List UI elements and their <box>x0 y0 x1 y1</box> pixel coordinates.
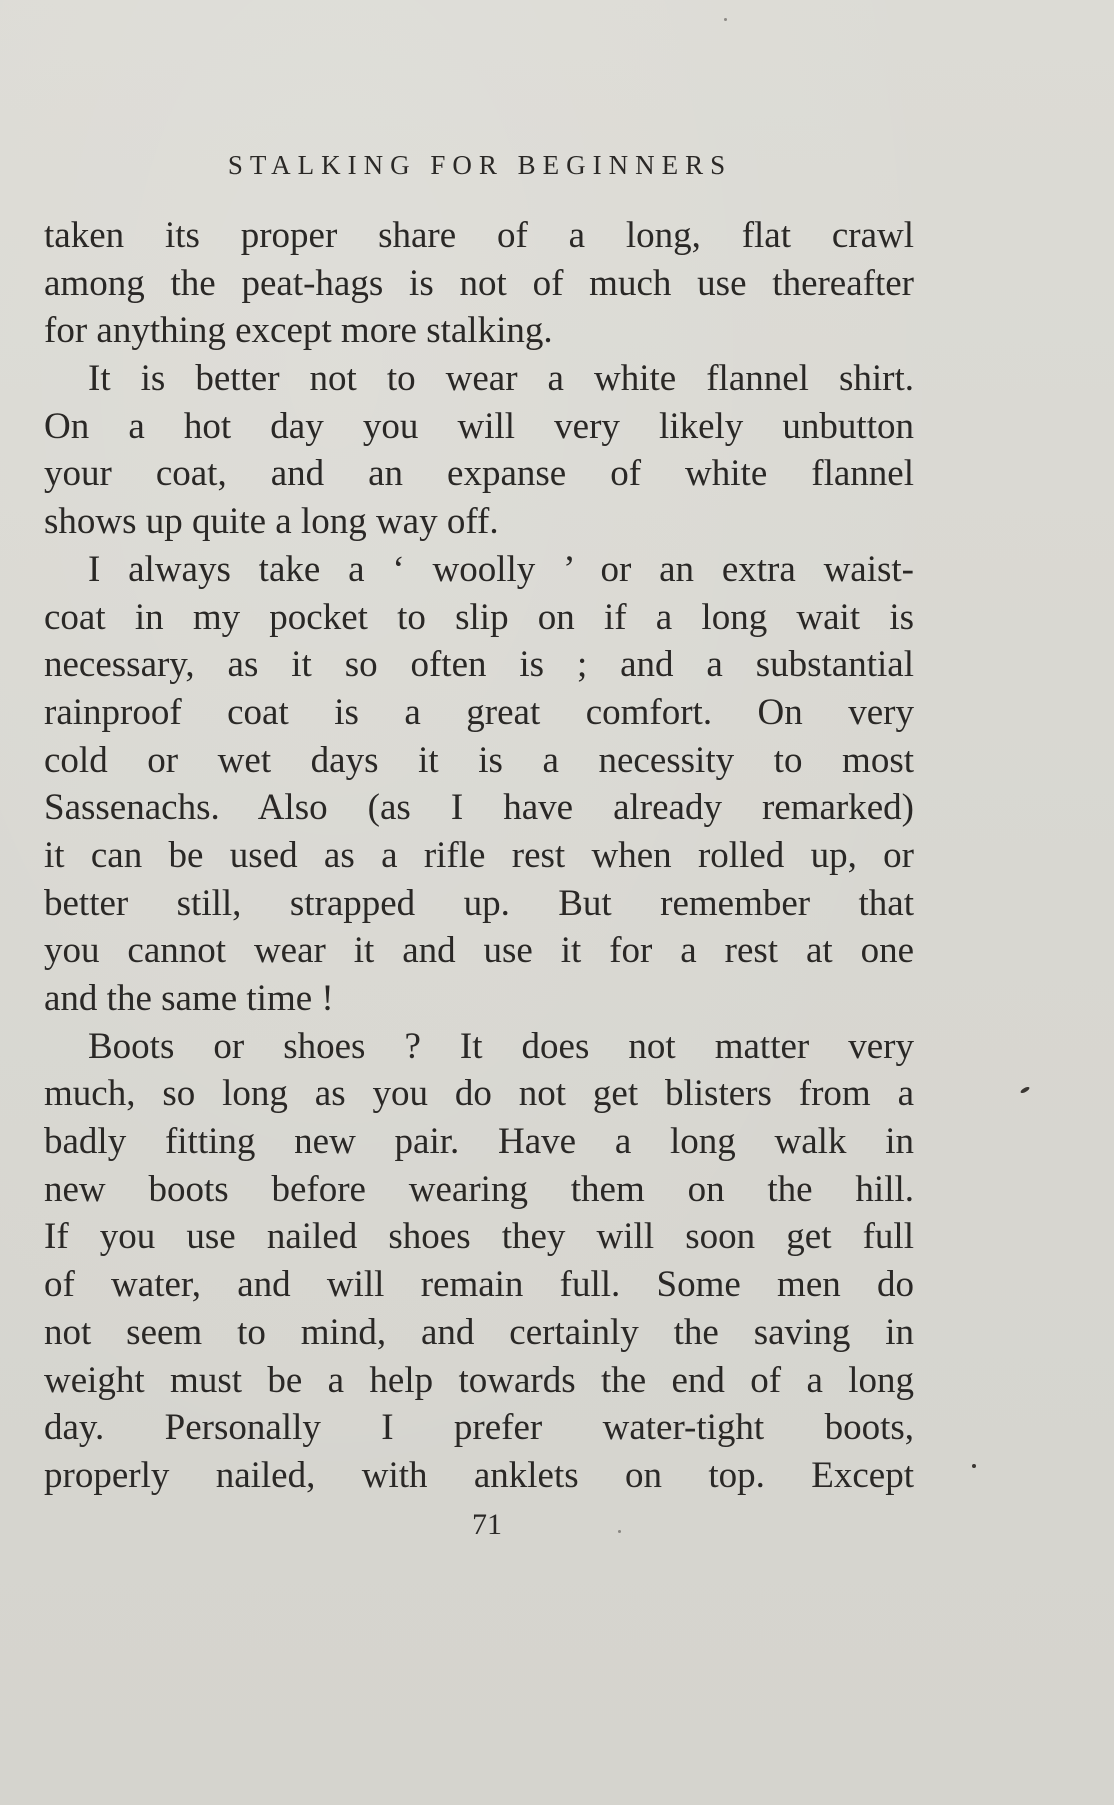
text-line: necessary, as it so often is ; and a substantial <box>44 644 914 686</box>
ink-speck <box>724 18 727 21</box>
ink-speck <box>618 1530 621 1533</box>
text-line: it can be used as a rifle rest when rolled up, or <box>44 834 914 876</box>
text-line: On a hot day you will very likely unbutton <box>44 405 914 447</box>
text-line: If you use nailed shoes they will soon get full <box>44 1216 914 1258</box>
running-head: STALKING FOR BEGINNERS <box>227 150 733 180</box>
text-line: coat in my pocket to slip on if a long wait is <box>44 596 914 638</box>
text-line: Sassenachs. Also (as I have already remarked) <box>44 787 914 829</box>
text-line: better still, strapped up. But remember that <box>44 882 914 924</box>
text-line: of water, and will remain full. Some men do <box>44 1264 914 1306</box>
text-line: badly fitting new pair. Have a long walk in <box>44 1121 914 1163</box>
text-line: and the same time ! <box>44 978 334 1019</box>
text-line: new boots before wearing them on the hill. <box>44 1168 914 1210</box>
text-line: for anything except more stalking. <box>44 310 553 352</box>
paragraph-start-line: Boots or shoes ? It does not matter very <box>88 1025 914 1067</box>
text-line: rainproof coat is a great comfort. On very <box>44 691 914 733</box>
body-text <box>44 212 914 1500</box>
text-line: much, so long as you do not get blisters from a <box>44 1073 914 1115</box>
paragraph-start-line: It is better not to wear a white flannel shirt. <box>88 358 914 400</box>
text-line: not seem to mind, and certainly the saving in <box>44 1311 914 1353</box>
text-line: weight must be a help towards the end of a long <box>44 1359 914 1401</box>
text-line: day. Personally I prefer water-tight boots, <box>44 1407 914 1449</box>
text-line: properly nailed, with anklets on top. Except <box>44 1454 914 1496</box>
text-line: cold or wet days it is a necessity to most <box>44 739 914 781</box>
text-line: taken its proper share of a long, flat crawl <box>44 215 914 256</box>
text-line: your coat, and an expanse of white flannel <box>44 453 914 495</box>
text-line: shows up quite a long way off. <box>44 501 499 543</box>
paragraph-start-line: I always take a ‘ woolly ’ or an extra waist- <box>88 548 914 590</box>
ink-speck <box>1020 1086 1031 1094</box>
ink-speck <box>972 1464 976 1468</box>
page-number: 71 <box>472 1508 502 1541</box>
text-line: among the peat-hags is not of much use thereafter <box>44 262 914 304</box>
text-line: you cannot wear it and use it for a rest at one <box>44 930 914 972</box>
